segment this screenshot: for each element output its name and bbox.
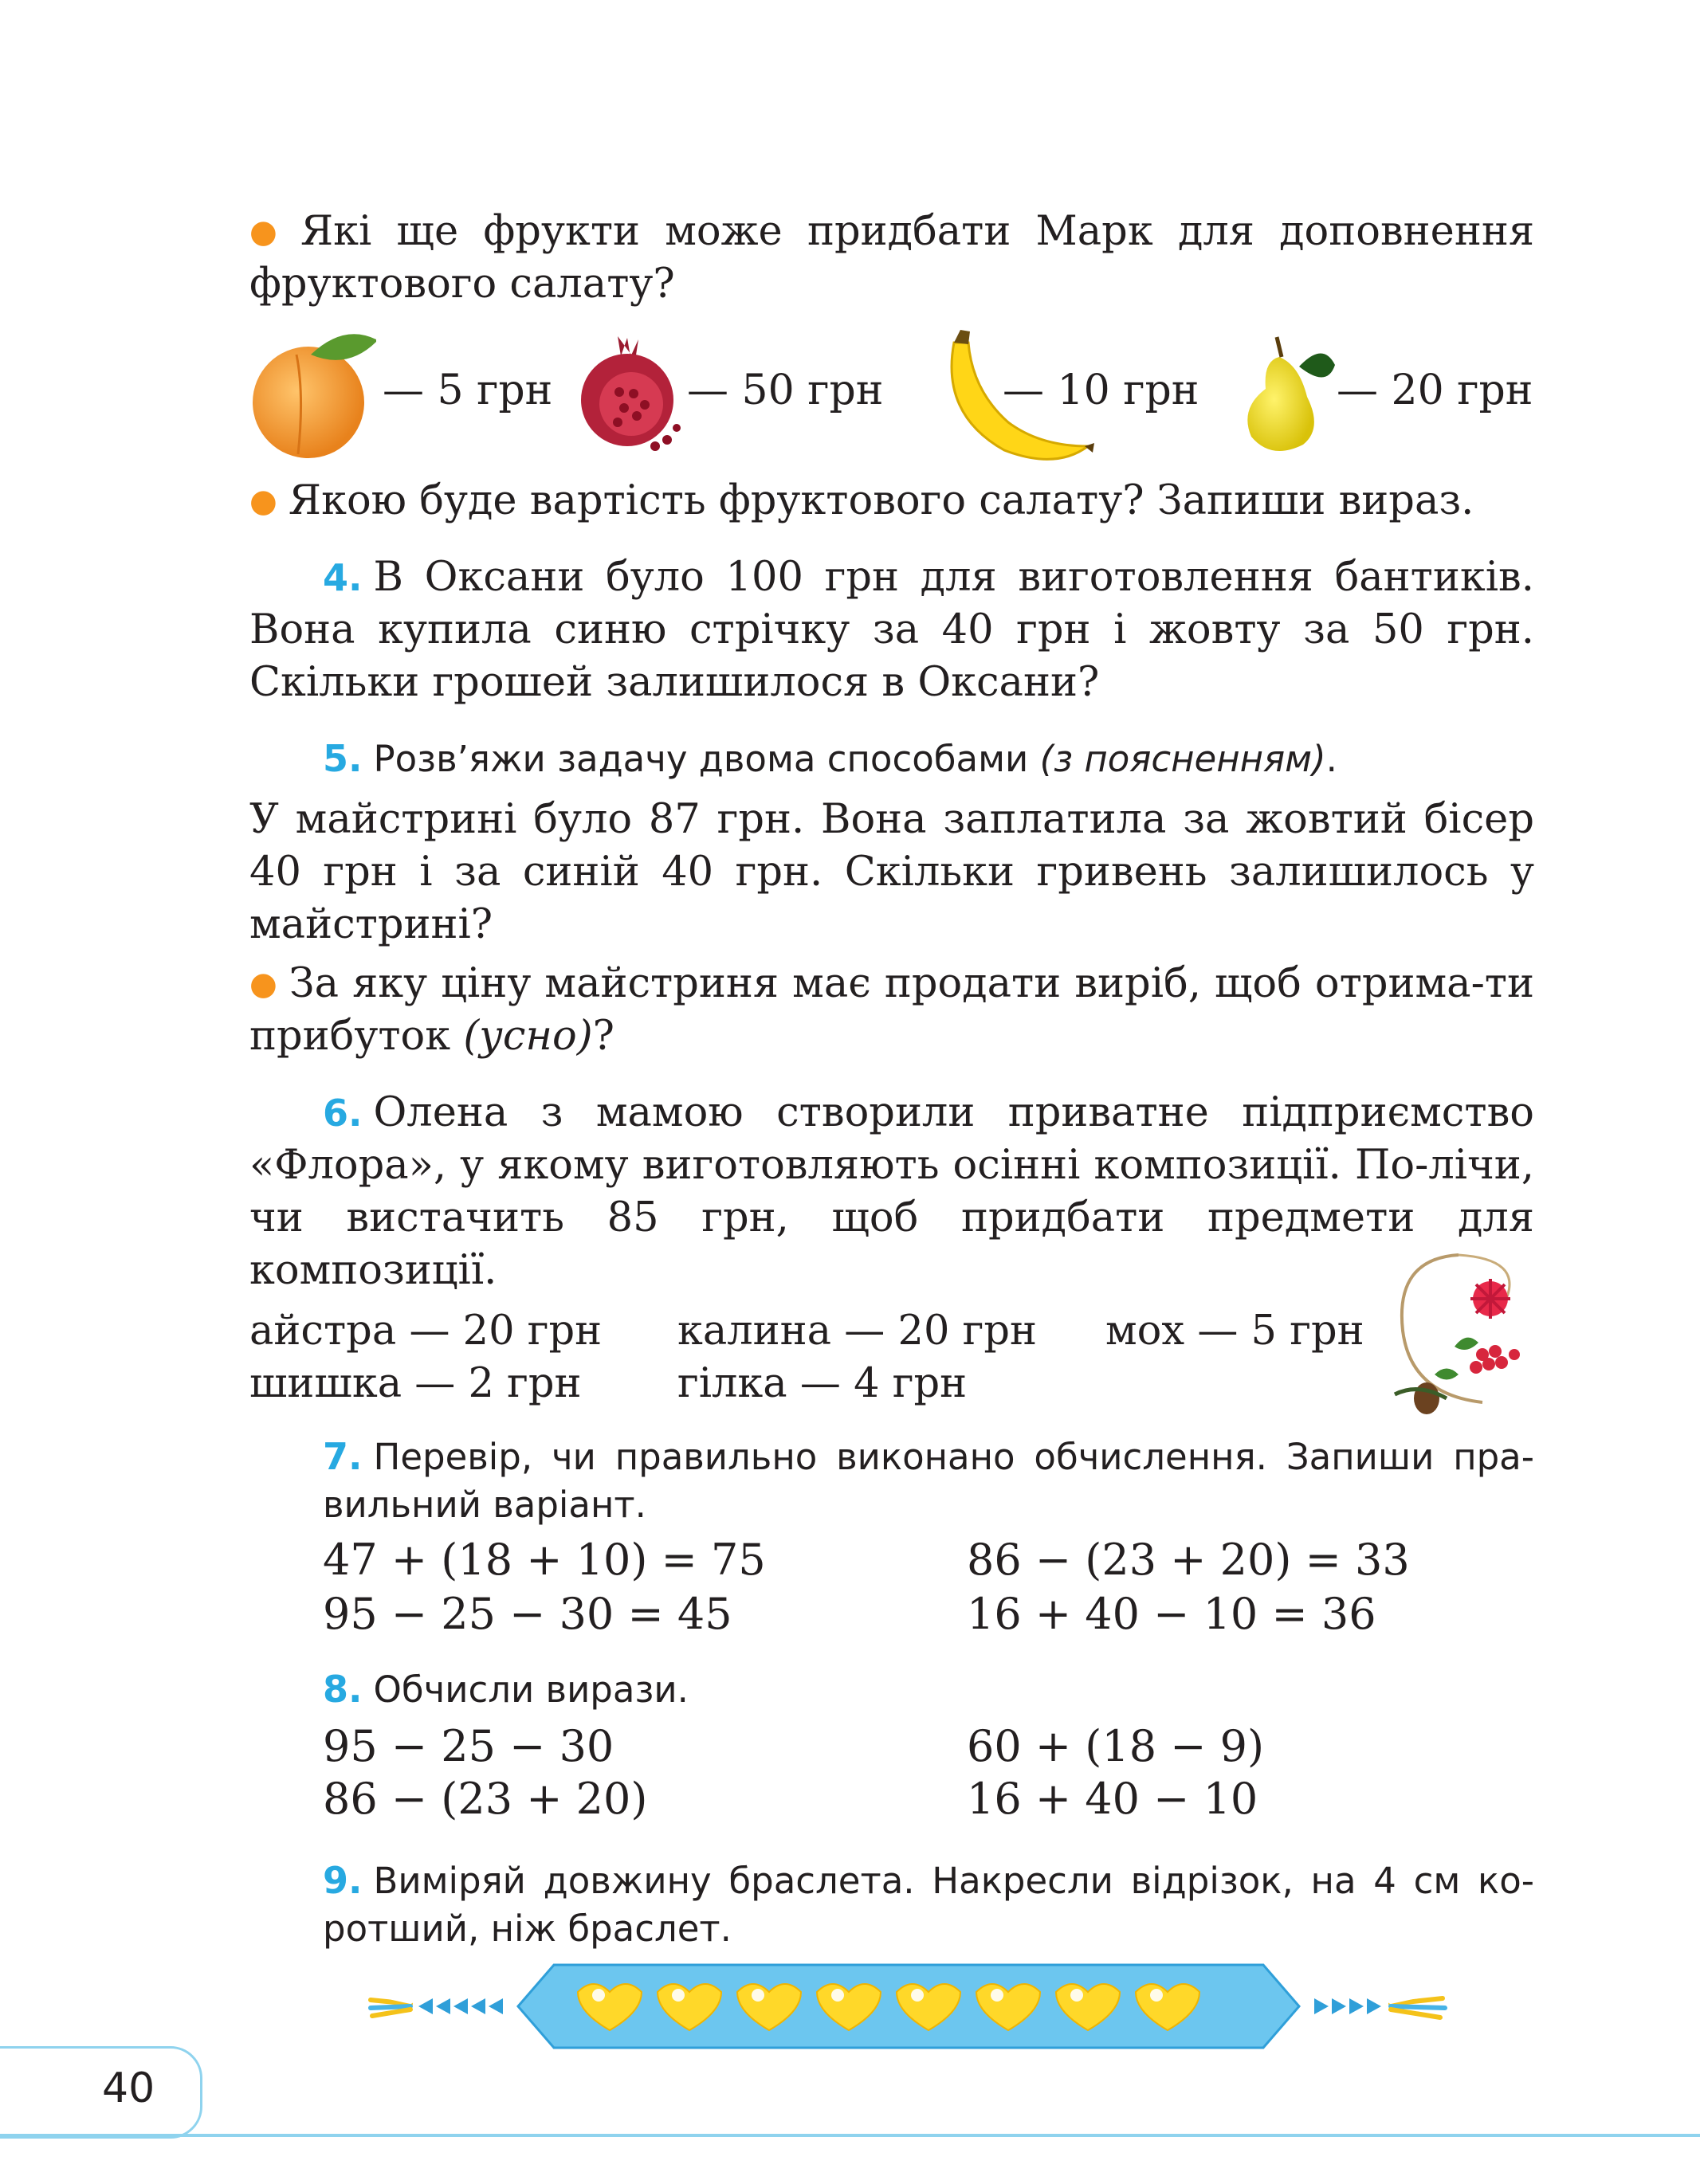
task-6-text: Олена з мамою створили приватне підприємство «Флора», у якому виготовляють осінні композиції. По-лічи, чи вистачить 85 грн, щоб придбати предмети для композиції. [249,1089,1534,1294]
apricot-price: — 5 грн [383,367,553,414]
task-4-number: 4. [323,556,363,599]
task-6-item-moss: мох — 5 грн [1105,1308,1364,1355]
task-6-item-branch: гілка — 4 грн [677,1360,968,1407]
pomegranate-price: — 50 грн [687,367,884,414]
task-7-number: 7. [323,1435,363,1478]
task-5-instruction-text: Розв’яжи задачу двома способами [373,738,1029,780]
fruit-question-text: Які ще фрукти може придбати Марк для доповнення фруктового салату? [249,208,1534,308]
pear-icon [1235,333,1339,457]
task-6-item-aster: айстра — 20 грн [249,1308,603,1355]
salad-cost-text: Якою буде вартість фруктового салату? Запиши вираз. [288,477,1474,524]
task-7-expr-1: 47 + (18 + 10) = 75 [323,1535,766,1585]
task-8-expr-2: 60 + (18 − 9) [967,1721,1265,1771]
bullet-icon: ● [249,214,289,250]
task-5-question-end: ? [592,1013,614,1060]
task-8-number: 8. [323,1668,363,1711]
task-8-expr-3: 86 − (23 + 20) [323,1774,648,1824]
task-8-expr-1: 95 − 25 − 30 [323,1721,614,1771]
task-6-item-viburnum: калина — 20 грн [677,1308,1037,1355]
task-5-question [249,958,1534,1063]
bullet-icon: ● [249,966,278,1002]
task-6-item-cone: шишка — 2 грн [249,1360,582,1407]
task-8-expr-4: 16 + 40 − 10 [967,1774,1258,1824]
bottom-rule [0,2134,1700,2137]
apricot-icon [249,323,376,466]
pomegranate-icon [571,328,691,456]
salad-cost-question [249,475,1534,527]
autumn-wreath-icon [1371,1243,1546,1426]
task-8-text: Обчисли вирази. [373,1668,689,1711]
task-7 [323,1433,1534,1529]
task-9-text: Виміряй довжину браслета. Накресли відрізок, на 4 см ко-ротший, ніж браслет. [323,1860,1534,1950]
task-4 [249,551,1534,709]
task-7-text: Перевір, чи правильно виконано обчислення. Запиши пра-вильний варіант. [323,1436,1534,1526]
task-8 [323,1665,689,1714]
task-5-text: У майстрині було 87 грн. Вона заплатила за жовтий бісер 40 грн і за синій 40 грн. Скільки гривень залишилось у майстрині? [249,796,1534,948]
bullet-icon: ● [249,483,277,520]
task-5-instruction: 5. Розв’яжи задачу двома способами (з поясненням). [323,737,1337,780]
task-6 [249,1087,1534,1297]
pear-price: — 20 грн [1337,367,1533,414]
banana-price: — 10 грн [1003,367,1199,414]
task-5-number: 5. [323,737,363,780]
page-number: 40 [102,2064,155,2112]
task-9-number: 9. [323,1859,363,1902]
task-5-instruction-note: (з поясненням) [1039,738,1326,780]
task-7-expr-3: 95 − 25 − 30 = 45 [323,1589,732,1639]
page-number-box [0,2046,202,2139]
bracelet-icon [363,1960,1455,2052]
task-5-question-note: (усно) [463,1013,593,1060]
task-7-expr-2: 86 − (23 + 20) = 33 [967,1535,1410,1585]
task-4-text: В Оксани було 100 грн для виготовлення бантиків. Вона купила синю стрічку за 40 грн і жовту за 50 грн. Скільки грошей залишилося в Оксани? [249,554,1534,706]
task-5-question-text: За яку ціну майстриня має продати виріб, щоб отрима-ти прибуток [249,960,1535,1060]
task-9 [323,1857,1534,1953]
task-7-expr-4: 16 + 40 − 10 = 36 [967,1589,1376,1639]
task-6-number: 6. [323,1092,363,1135]
fruit-question [249,206,1534,311]
